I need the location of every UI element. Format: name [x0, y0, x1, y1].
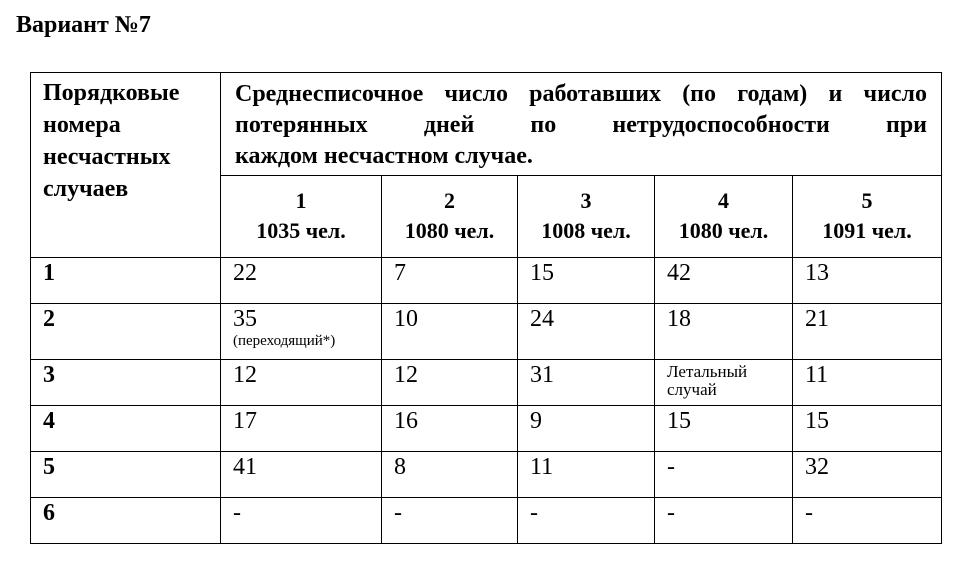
- year-header: [518, 176, 655, 258]
- table-cell: 7: [382, 258, 518, 304]
- table-cell: 15: [793, 406, 942, 452]
- row-number: 4: [31, 406, 221, 452]
- year-count: 1080 чел.: [404, 218, 495, 243]
- year-count: 1035 чел.: [256, 218, 346, 243]
- year-header: [793, 176, 942, 258]
- table-cell: 11: [518, 452, 655, 498]
- year-number: 2: [444, 188, 455, 213]
- main-header: [221, 73, 942, 176]
- table-cell: 22: [221, 258, 382, 304]
- year-header: [221, 176, 382, 258]
- year-number: 1: [295, 188, 307, 213]
- row-number: 1: [31, 258, 221, 304]
- page-title: Вариант №7: [16, 12, 151, 38]
- table-row: [31, 360, 942, 406]
- table-row: [31, 452, 942, 498]
- table-cell: 8: [382, 452, 518, 498]
- row-number: 6: [31, 498, 221, 544]
- main-header-line2: число потерянных дней по нетрудоспособности при: [235, 81, 928, 138]
- table-cell: -: [793, 498, 942, 544]
- table-cell: 24: [518, 304, 655, 360]
- table-cell: 12: [382, 360, 518, 406]
- year-count: 1080 чел.: [678, 218, 769, 243]
- table-row: [31, 258, 942, 304]
- table-cell: 15: [518, 258, 655, 304]
- year-number: 5: [861, 188, 873, 213]
- table-row: [31, 406, 942, 452]
- table-cell: 13: [793, 258, 942, 304]
- table-cell: 32: [793, 452, 942, 498]
- table-cell: [221, 304, 382, 360]
- accident-table: [30, 72, 942, 544]
- table-cell: 17: [221, 406, 382, 452]
- row-number: 3: [31, 360, 221, 406]
- table-cell: 42: [655, 258, 793, 304]
- table-cell: -: [518, 498, 655, 544]
- main-header-line3: каждом несчастном случае.: [235, 143, 533, 169]
- table-cell: 18: [655, 304, 793, 360]
- table-cell: 15: [655, 406, 793, 452]
- table-cell: 12: [221, 360, 382, 406]
- table-cell: 10: [382, 304, 518, 360]
- table-cell: 31: [518, 360, 655, 406]
- table-cell: Летальный случай: [655, 360, 793, 406]
- row-number: 5: [31, 452, 221, 498]
- year-header: [655, 176, 793, 258]
- table-cell: -: [655, 498, 793, 544]
- table-cell: 11: [793, 360, 942, 406]
- table-row: [31, 304, 942, 360]
- main-header-line1: Среднесписочное число работавших (по годам) и: [235, 81, 843, 107]
- year-header: [382, 176, 518, 258]
- table-cell: 21: [793, 304, 942, 360]
- cell-value: 35: [233, 306, 257, 332]
- row-number: 2: [31, 304, 221, 360]
- table-cell: 16: [382, 406, 518, 452]
- left-header: Порядковые номера несчастных случаев: [31, 73, 221, 258]
- year-number: 4: [718, 188, 729, 213]
- year-count: 1008 чел.: [541, 218, 631, 243]
- table-cell: -: [655, 452, 793, 498]
- transitional-note: (переходящий*): [233, 333, 336, 349]
- table-row: [31, 498, 942, 544]
- table-cell: -: [382, 498, 518, 544]
- table-cell: -: [221, 498, 382, 544]
- year-count: 1091 чел.: [822, 218, 912, 243]
- year-number: 3: [580, 188, 592, 213]
- table-cell: 9: [518, 406, 655, 452]
- table-cell: 41: [221, 452, 382, 498]
